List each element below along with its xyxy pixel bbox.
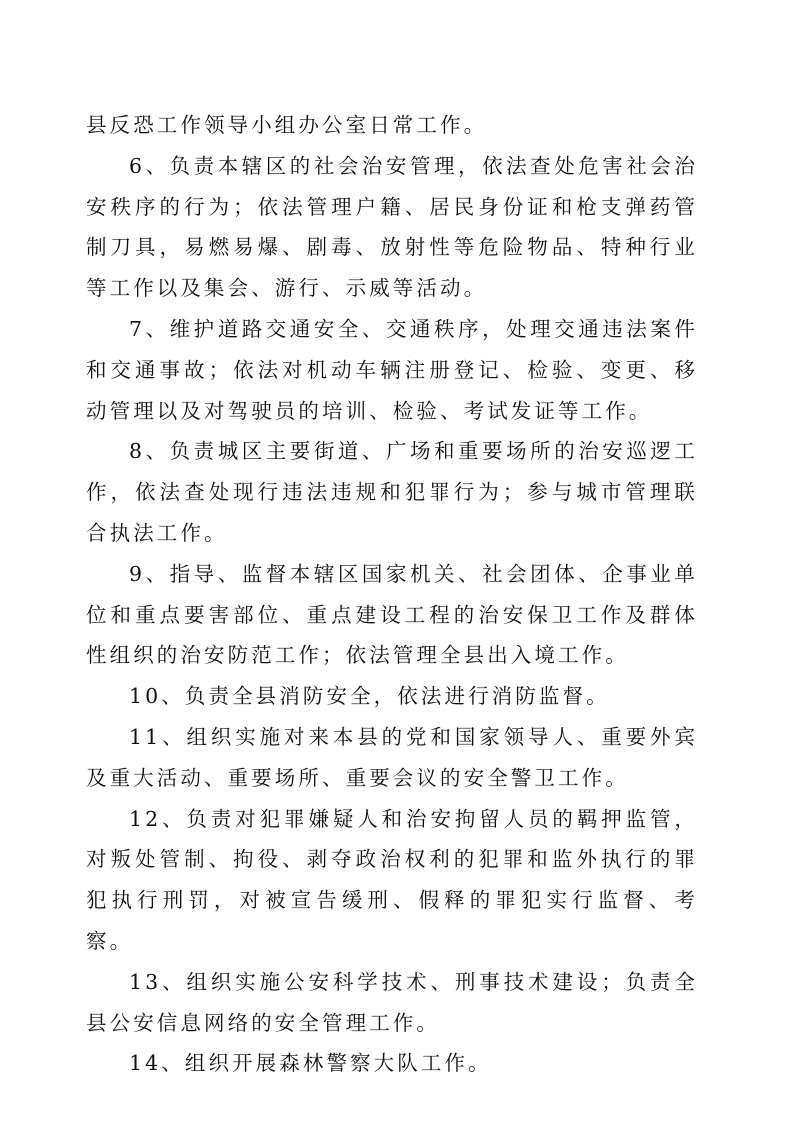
paragraph-item-8: 8、负责城区主要街道、广场和重要场所的治安巡逻工作，依法查处现行违法违规和犯罪行为；参与城市管理联合执法工作。 [86, 439, 698, 545]
paragraph-item-10: 10、负责全县消防安全，依法进行消防监督。 [129, 684, 610, 709]
paragraph-item-11: 11、组织实施对来本县的党和国家领导人、重要外宾及重大活动、重要场所、重要会议的安全警卫工作。 [86, 724, 698, 790]
paragraph-continuation: 县反恐工作领导小组办公室日常工作。 [86, 113, 488, 137]
paragraph-item-14: 14、组织开展森林警察大队工作。 [129, 1051, 492, 1076]
paragraph-item-7: 7、维护道路交通安全、交通秩序，处理交通违法案件和交通事故；依法对机动车辆注册登记、检验、变更、移动管理以及对驾驶员的培训、检验、考试发证等工作。 [86, 316, 698, 423]
document-body [86, 105, 698, 1084]
paragraph-item-6: 6、负责本辖区的社会治安管理，依法查处危害社会治安秩序的行为；依法管理户籍、居民身份证和枪支弹药管制刀具，易燃易爆、剧毒、放射性等危险物品、特种行业等工作以及集会、游行、示威等活动。 [86, 153, 698, 301]
paragraph-item-12: 12、负责对犯罪嫌疑人和治安拘留人员的羁押监管，对叛处管制、拘役、剥夺政治权利的犯罪和监外执行的罪犯执行刑罚，对被宣告缓刑、假释的罪犯实行监督、考察。 [86, 806, 698, 953]
paragraph-item-9: 9、指导、监督本辖区国家机关、社会团体、企事业单位和重点要害部位、重点建设工程的治安保卫工作及群体性组织的治安防范工作；依法管理全县出入境工作。 [86, 561, 698, 668]
paragraph-item-13: 13、组织实施公安科学技术、刑事技术建设；负责全县公安信息网络的安全管理工作。 [86, 969, 698, 1035]
